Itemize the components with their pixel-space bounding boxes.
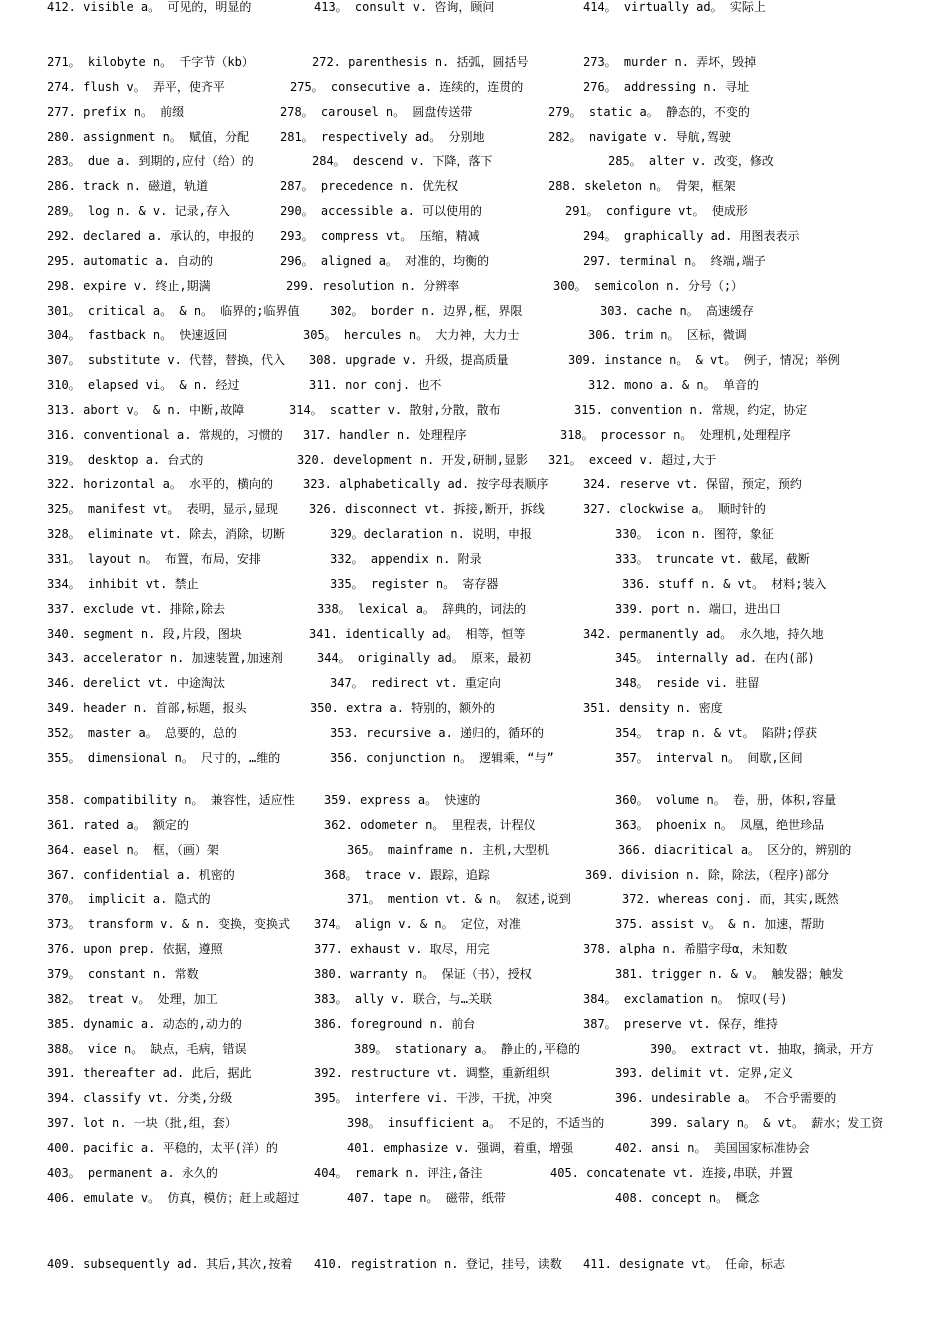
vocab-entry-right: 381. trigger n. & v。 触发器；触发 — [615, 966, 844, 981]
vocab-entry-middle: 404。 remark n. 评注,备注 — [314, 1165, 483, 1180]
vocab-entry-left: 349. header n. 首部,标题，报头 — [47, 701, 247, 716]
vocab-entry-left: 286. track n. 磁道，轨道 — [47, 179, 209, 194]
vocab-entry-left: 409. subsequently ad. 其后,其次,按着 — [47, 1257, 293, 1271]
vocab-entry-right: 291。 configure vt。 使成形 — [565, 204, 748, 219]
vocab-entry-left: 304。 fastback n。 快速返回 — [47, 328, 228, 343]
vocab-entry-left: 379。 constant n. 常数 — [47, 966, 199, 981]
vocab-entry-right: 348。 reside vi. 驻留 — [615, 676, 760, 691]
vocab-entry-middle: 272. parenthesis n. 括弧，圆括号 — [312, 55, 529, 69]
vocab-entry-left: 400. pacific a. 平稳的，太平(洋）的 — [47, 1140, 278, 1155]
vocab-entry-middle: 284。 descend v. 下降，落下 — [312, 154, 493, 169]
vocab-entry-middle: 311. nor conj. 也不 — [309, 378, 442, 393]
vocab-entry-right: 351. density n. 密度 — [583, 701, 723, 716]
vocab-entry-left: 340. segment n. 段,片段，图块 — [47, 626, 242, 641]
vocab-entry-left: 391. thereafter ad. 此后，据此 — [47, 1066, 252, 1081]
vocab-entry-left: 337. exclude vt. 排除,除去 — [47, 601, 226, 616]
vocab-entry-right: 360。 volume n。 卷，册，体积,容量 — [615, 793, 837, 807]
vocab-entry-right: 336. stuff n. & vt。 材料;装入 — [622, 576, 827, 591]
vocab-entry-left: 280. assignment n。 赋值，分配 — [47, 129, 250, 144]
vocab-entry-right: 345。 internally ad. 在内(部) — [615, 651, 815, 666]
vocab-entry-middle: 332。 appendix n. 附录 — [330, 552, 482, 566]
vocab-entry-right: 312. mono a. & n。 单音的 — [588, 378, 759, 393]
vocab-entry-middle: 380. warranty n。 保证（书），授权 — [314, 966, 532, 981]
vocab-entry-right: 333。 truncate vt. 截尾，截断 — [615, 552, 810, 566]
vocab-entry-left: 364. easel n。 框，（画）架 — [47, 842, 219, 857]
vocab-entry-right: 396. undesirable a。 不合乎需要的 — [615, 1091, 837, 1106]
vocab-entry-left: 343. accelerator n. 加速装置,加速剂 — [47, 651, 283, 666]
vocab-entry-right: 402. ansi n。 美国国家标准协会 — [615, 1140, 810, 1155]
vocab-entry-left: 274. flush v。 弄平，使齐平 — [47, 79, 225, 94]
vocab-entry-left: 367. confidential a. 机密的 — [47, 867, 235, 882]
vocab-entry-right: 306. trim n。 区标，微调 — [588, 328, 747, 343]
vocab-entry-middle: 389。 stationary a。 静止的,平稳的 — [354, 1041, 581, 1056]
vocab-entry-left: 394. classify vt. 分类,分级 — [47, 1091, 233, 1106]
vocab-entry-middle: 410. registration n. 登记，挂号，读数 — [314, 1257, 562, 1271]
vocab-entry-middle: 368。 trace v. 跟踪，追踪 — [324, 867, 490, 882]
vocab-entry-left: 352。 master a。 总要的，总的 — [47, 725, 237, 740]
vocab-entry-left: 301。 critical a。 & n。 临界的;临界值 — [47, 303, 300, 318]
vocab-entry-left: 385. dynamic a. 动态的,动力的 — [47, 1016, 242, 1031]
vocab-entry-middle: 290。 accessible a. 可以使用的 — [280, 204, 483, 219]
vocab-entry-middle: 392. restructure vt. 调整，重新组织 — [314, 1066, 550, 1081]
vocab-entry-middle: 305。 hercules n。 大力神，大力士 — [303, 328, 520, 343]
vocab-entry-middle: 362. odometer n。 里程表，计程仪 — [324, 817, 536, 832]
vocab-entry-middle: 398。 insufficient a。 不足的，不适当的 — [347, 1116, 605, 1131]
vocab-entry-right: 366. diacritical a。 区分的，辨别的 — [618, 842, 852, 857]
vocab-entry-left: 403。 permanent a. 永久的 — [47, 1165, 218, 1180]
vocab-entry-middle: 293。 compress vt。 压缩，精减 — [280, 228, 480, 243]
vocab-entry-middle: 386. foreground n. 前台 — [314, 1016, 476, 1031]
vocab-entry-right: 378. alpha n. 希腊字母α，未知数 — [583, 942, 788, 957]
vocab-entry-left: 310。 elapsed vi。 & n. 经过 — [47, 378, 240, 393]
vocab-entry-left: 283。 due a. 到期的,应付（给）的 — [47, 154, 254, 169]
vocab-entry-right: 297. terminal n。 终端,端子 — [583, 253, 766, 268]
vocab-entry-right: 357。 interval n。 间歇,区间 — [615, 750, 803, 765]
vocab-entry-middle: 317. handler n. 处理程序 — [303, 427, 467, 442]
vocab-entry-left: 289。 log n. & v. 记录,存入 — [47, 204, 230, 219]
vocab-entry-left: 412. visible a。 可见的，明显的 — [47, 0, 252, 14]
vocab-entry-right: 330。 icon n. 图符，象征 — [615, 527, 774, 542]
vocab-entry-right: 411. designate vt。 任命，标志 — [583, 1257, 786, 1271]
vocab-entry-middle: 371。 mention vt. & n。 叙述,说到 — [347, 892, 571, 907]
vocab-entry-left: 322. horizontal a。 水平的，横向的 — [47, 477, 274, 492]
vocab-entry-right: 288. skeleton n。 骨架，框架 — [548, 179, 736, 194]
vocab-entry-right: 342. permanently ad。 永久地，持久地 — [583, 626, 824, 641]
vocab-entry-middle: 287。 precedence n. 优先权 — [280, 179, 459, 194]
vocab-entry-middle: 347。 redirect vt. 重定向 — [330, 676, 501, 691]
vocab-entry-right: 300。 semicolon n. 分号（;） — [553, 278, 744, 293]
vocab-entry-left: 331。 layout n。 布置，布局，安排 — [47, 552, 261, 566]
vocab-entry-right: 303. cache n。 高速缓存 — [600, 303, 754, 318]
vocab-entry-left: 271。 kilobyte n。 千字节（kb） — [47, 55, 254, 69]
vocab-entry-middle: 377. exhaust v. 取尽，用完 — [314, 942, 490, 957]
vocab-entry-left: 334。 inhibit vt. 禁止 — [47, 576, 199, 591]
vocab-entry-left: 328。 eliminate vt. 除去，消除，切断 — [47, 527, 286, 542]
vocab-entry-left: 397. lot n. 一块（批,组，套） — [47, 1116, 237, 1131]
vocab-entry-left: 325。 manifest vt。 表明，显示,显现 — [47, 502, 278, 517]
vocab-entry-left: 307。 substitute v. 代替，替换，代入 — [47, 353, 286, 368]
vocab-entry-left: 292. declared a. 承认的，申报的 — [47, 228, 254, 243]
vocab-entry-middle: 413。 consult v. 咨询，顾问 — [314, 0, 495, 14]
vocab-entry-right: 309. instance n。 & vt。 例子，情况；举例 — [568, 353, 840, 368]
vocab-entry-left: 277. prefix n。 前缀 — [47, 104, 185, 119]
vocab-entry-right: 354。 trap n. & vt。 陷阱;俘获 — [615, 725, 818, 740]
vocab-entry-left: 376. upon prep. 依据，遵照 — [47, 942, 223, 957]
vocab-entry-middle: 395。 interfere vi. 干涉，干扰，冲突 — [314, 1091, 553, 1106]
vocab-entry-middle: 335。 register n。 寄存器 — [330, 576, 499, 591]
vocab-entry-right: 285。 alter v. 改变，修改 — [608, 154, 774, 169]
vocab-entry-left: 346. derelict vt. 中途淘汰 — [47, 676, 226, 691]
vocab-entry-middle: 353. recursive a. 递归的，循环的 — [330, 725, 545, 740]
vocab-entry-middle: 296。 aligned a。 对准的，均衡的 — [280, 253, 490, 268]
vocab-entry-right: 375. assist v。 & n. 加速，帮助 — [615, 917, 825, 932]
vocab-entry-left: 361. rated a。 额定的 — [47, 817, 189, 832]
vocab-entry-right: 324. reserve vt. 保留，预定，预约 — [583, 477, 802, 492]
vocab-entry-right: 294。 graphically ad. 用图表表示 — [583, 228, 800, 243]
vocab-entry-right: 282。 navigate v. 导航,驾驶 — [548, 129, 731, 144]
vocab-entry-middle: 374。 align v. & n。 定位，对准 — [314, 917, 521, 932]
vocab-entry-middle: 308. upgrade v. 升级，提高质量 — [309, 353, 509, 368]
vocab-entry-left: 355。 dimensional n。 尺寸的，…维的 — [47, 750, 281, 765]
vocab-entry-middle: 350. extra a. 特别的，额外的 — [310, 701, 496, 716]
vocab-entry-middle: 302。 border n. 边界,框，界限 — [330, 303, 523, 318]
vocab-entry-right: 273。 murder n. 弄坏，毁掉 — [583, 55, 757, 69]
vocab-entry-left: 316. conventional a. 常规的，习惯的 — [47, 427, 283, 442]
vocab-entry-middle: 278。 carousel n。 圆盘传送带 — [280, 104, 473, 119]
vocab-entry-right: 372. whereas conj. 而，其实,既然 — [622, 892, 839, 907]
vocab-entry-right: 321。 exceed v. 超过,大于 — [548, 452, 717, 467]
vocab-entry-right: 363。 phoenix n。 凤凰，绝世珍品 — [615, 817, 825, 832]
vocab-entry-middle: 320. development n. 开发,研制,显影 — [297, 452, 528, 467]
vocab-entry-left: 319。 desktop a. 台式的 — [47, 452, 204, 467]
vocab-entry-right: 315. convention n. 常规，约定，协定 — [574, 402, 808, 417]
vocab-entry-middle: 341. identically ad。 相等，恒等 — [309, 626, 526, 641]
vocab-entry-middle: 275。 consecutive a. 连续的，连贯的 — [290, 79, 524, 94]
vocab-entry-right: 408. concept n。 概念 — [615, 1190, 760, 1205]
vocab-entry-middle: 281。 respectively ad。 分别地 — [280, 129, 485, 144]
vocab-entry-middle: 329。declaration n. 说明，申报 — [330, 527, 533, 542]
vocab-entry-right: 318。 processor n。 处理机,处理程序 — [560, 427, 791, 442]
vocab-entry-middle: 338。 lexical a。 辞典的，词法的 — [317, 601, 527, 616]
vocab-entry-middle: 299. resolution n. 分辨率 — [286, 278, 460, 293]
vocab-entry-middle: 323. alphabetically ad. 按字母表顺序 — [303, 477, 549, 492]
vocab-entry-left: 406. emulate v。 仿真，模仿；赶上或超过 — [47, 1190, 300, 1205]
vocab-entry-right: 276。 addressing n. 寻址 — [583, 79, 750, 94]
vocab-entry-left: 298. expire v. 终止,期满 — [47, 278, 211, 293]
vocab-entry-right: 393. delimit vt. 定界,定义 — [615, 1066, 794, 1081]
vocab-entry-right: 387。 preserve vt. 保存，维持 — [583, 1016, 778, 1031]
vocab-entry-right: 369. division n. 除，除法，（程序)部分 — [585, 867, 830, 882]
vocab-entry-middle: 314。 scatter v. 散射,分散，散布 — [289, 402, 501, 417]
vocab-entry-right: 405. concatenate vt. 连接,串联，并置 — [550, 1165, 793, 1180]
vocab-entry-left: 370。 implicit a. 隐式的 — [47, 892, 211, 907]
vocab-entry-middle: 326. disconnect vt. 拆接,断开，拆线 — [309, 502, 545, 517]
vocab-entry-left: 295. automatic a. 自动的 — [47, 253, 214, 268]
vocab-entry-left: 313. abort v。 & n. 中断,故障 — [47, 402, 245, 417]
vocab-entry-left: 373。 transform v. & n. 变换，变换式 — [47, 917, 290, 932]
vocab-entry-right: 327. clockwise a。 顺时针的 — [583, 502, 766, 517]
vocab-entry-left: 358. compatibility n。 兼容性，适应性 — [47, 793, 295, 807]
vocab-entry-middle: 365。 mainframe n. 主机,大型机 — [347, 842, 550, 857]
vocab-entry-right: 384。 exclamation n。 惊叹(号) — [583, 991, 788, 1006]
vocab-entry-left: 382。 treat v。 处理，加工 — [47, 991, 218, 1006]
vocab-entry-right: 339. port n. 端口，进出口 — [615, 601, 781, 616]
vocab-entry-middle: 407. tape n。 磁带，纸带 — [347, 1190, 506, 1205]
vocab-entry-middle: 344。 originally ad。 原来，最初 — [317, 651, 532, 666]
vocab-entry-right: 414。 virtually ad。 实际上 — [583, 0, 766, 14]
vocab-entry-middle: 401. emphasize v. 强调，着重，增强 — [347, 1140, 574, 1155]
vocab-entry-right: 390。 extract vt. 抽取，摘录，开方 — [650, 1041, 874, 1056]
vocab-entry-right: 279。 static a。 静态的，不变的 — [548, 104, 750, 119]
vocab-entry-right: 399. salary n。 & vt。 薪水；发工资 — [650, 1116, 884, 1131]
vocab-entry-middle: 383。 ally v. 联合，与…关联 — [314, 991, 492, 1006]
vocab-entry-left: 388。 vice n。 缺点，毛病，错误 — [47, 1041, 247, 1056]
vocab-entry-middle: 356. conjunction n。 逻辑乘，“与” — [330, 750, 554, 765]
vocab-entry-middle: 359. express a。 快速的 — [324, 793, 481, 807]
